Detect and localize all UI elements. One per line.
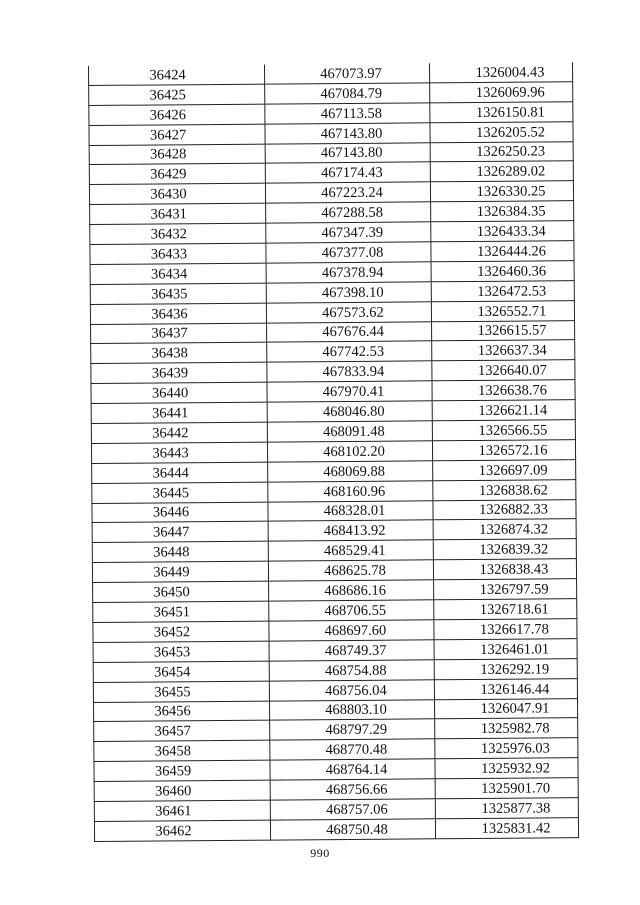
y-coordinate-cell: 1325932.92 (435, 758, 578, 779)
y-coordinate-cell: 1326882.33 (433, 499, 576, 520)
point-number-cell: 36427 (89, 124, 265, 145)
y-coordinate-cell: 1326047.91 (434, 698, 577, 719)
y-coordinate-cell: 1326433.34 (431, 221, 574, 242)
point-number-cell: 36436 (90, 303, 266, 324)
point-number-cell: 36462 (94, 820, 270, 841)
point-number-cell: 36444 (92, 462, 268, 483)
y-coordinate-cell: 1326330.25 (430, 181, 573, 202)
table-row (94, 818, 578, 842)
x-coordinate-cell: 468797.29 (270, 719, 435, 740)
x-coordinate-cell: 468757.06 (270, 799, 435, 820)
point-number-cell: 36433 (90, 243, 266, 264)
x-coordinate-cell: 468686.16 (269, 580, 434, 601)
point-number-cell: 36458 (94, 740, 270, 761)
y-coordinate-cell: 1326874.32 (433, 519, 576, 540)
point-number-cell: 36461 (94, 800, 270, 821)
x-coordinate-cell: 468091.48 (267, 421, 432, 442)
y-coordinate-cell: 1326638.76 (432, 380, 575, 401)
y-coordinate-cell: 1326150.81 (430, 101, 573, 122)
y-coordinate-cell: 1326444.26 (431, 241, 574, 262)
x-coordinate-cell: 468750.48 (270, 819, 435, 840)
x-coordinate-cell: 468625.78 (268, 560, 433, 581)
point-number-cell: 36448 (92, 541, 268, 562)
x-coordinate-cell: 468764.14 (270, 759, 435, 780)
y-coordinate-cell: 1326461.01 (434, 639, 577, 660)
x-coordinate-cell: 467970.41 (267, 381, 432, 402)
y-coordinate-cell: 1325901.70 (435, 778, 578, 799)
point-number-cell: 36455 (93, 681, 269, 702)
coordinate-table-body (88, 62, 578, 841)
x-coordinate-cell: 468756.66 (270, 779, 435, 800)
point-number-cell: 36431 (90, 203, 266, 224)
x-coordinate-cell: 468697.60 (269, 620, 434, 641)
coordinate-table (88, 62, 579, 842)
point-number-cell: 36460 (94, 780, 270, 801)
y-coordinate-cell: 1326839.32 (433, 539, 576, 560)
point-number-cell: 36454 (93, 661, 269, 682)
y-coordinate-cell: 1325982.78 (435, 718, 578, 739)
point-number-cell: 36440 (91, 382, 267, 403)
x-coordinate-cell: 467378.94 (266, 262, 431, 283)
x-coordinate-cell: 468770.48 (270, 739, 435, 760)
x-coordinate-cell: 468756.04 (269, 679, 434, 700)
point-number-cell: 36450 (93, 581, 269, 602)
y-coordinate-cell: 1326289.02 (430, 161, 573, 182)
point-number-cell: 36430 (89, 183, 265, 204)
x-coordinate-cell: 467398.10 (266, 282, 431, 303)
y-coordinate-cell: 1326838.62 (433, 479, 576, 500)
y-coordinate-cell: 1326552.71 (431, 300, 574, 321)
x-coordinate-cell: 468754.88 (269, 660, 434, 681)
y-coordinate-cell: 1326615.57 (432, 320, 575, 341)
point-number-cell: 36424 (88, 65, 264, 86)
y-coordinate-cell: 1326384.35 (431, 201, 574, 222)
y-coordinate-cell: 1326146.44 (434, 678, 577, 699)
y-coordinate-cell: 1326621.14 (432, 400, 575, 421)
x-coordinate-cell: 468529.41 (268, 540, 433, 561)
point-number-cell: 36453 (93, 641, 269, 662)
x-coordinate-cell: 468803.10 (269, 699, 434, 720)
point-number-cell: 36452 (93, 621, 269, 642)
x-coordinate-cell: 467143.80 (265, 122, 430, 143)
y-coordinate-cell: 1326004.43 (429, 62, 572, 83)
point-number-cell: 36441 (91, 402, 267, 423)
page-number: 990 (310, 846, 330, 860)
y-coordinate-cell: 1326617.78 (434, 619, 577, 640)
x-coordinate-cell: 467113.58 (265, 103, 430, 124)
y-coordinate-cell: 1326697.09 (433, 459, 576, 480)
point-number-cell: 36428 (89, 144, 265, 165)
y-coordinate-cell: 1325976.03 (435, 738, 578, 759)
y-coordinate-cell: 1326460.36 (431, 261, 574, 282)
point-number-cell: 36438 (91, 343, 267, 364)
y-coordinate-cell: 1326250.23 (430, 141, 573, 162)
y-coordinate-cell: 1326472.53 (431, 280, 574, 301)
point-number-cell: 36457 (94, 720, 270, 741)
x-coordinate-cell: 468749.37 (269, 640, 434, 661)
x-coordinate-cell: 468328.01 (268, 500, 433, 521)
x-coordinate-cell: 467377.08 (266, 242, 431, 263)
x-coordinate-cell: 467223.24 (265, 182, 430, 203)
y-coordinate-cell: 1326718.61 (434, 599, 577, 620)
point-number-cell: 36451 (93, 601, 269, 622)
point-number-cell: 36446 (92, 502, 268, 523)
point-number-cell: 36435 (90, 283, 266, 304)
x-coordinate-cell: 467676.44 (267, 321, 432, 342)
point-number-cell: 36445 (92, 482, 268, 503)
x-coordinate-cell: 468706.55 (269, 600, 434, 621)
x-coordinate-cell: 468160.96 (268, 481, 433, 502)
y-coordinate-cell: 1325877.38 (435, 798, 578, 819)
x-coordinate-cell: 468046.80 (267, 401, 432, 422)
x-coordinate-cell: 467073.97 (264, 63, 429, 84)
point-number-cell: 36426 (89, 104, 265, 125)
point-number-cell: 36449 (92, 561, 268, 582)
point-number-cell: 36437 (91, 323, 267, 344)
x-coordinate-cell: 467833.94 (267, 361, 432, 382)
y-coordinate-cell: 1326292.19 (434, 658, 577, 679)
point-number-cell: 36429 (89, 164, 265, 185)
point-number-cell: 36443 (91, 442, 267, 463)
point-number-cell: 36442 (91, 422, 267, 443)
x-coordinate-cell: 467084.79 (265, 83, 430, 104)
point-number-cell: 36447 (92, 522, 268, 543)
x-coordinate-cell: 468069.88 (268, 461, 433, 482)
point-number-cell: 36459 (94, 760, 270, 781)
y-coordinate-cell: 1325831.42 (435, 818, 578, 839)
x-coordinate-cell: 467742.53 (267, 341, 432, 362)
y-coordinate-cell: 1326572.16 (432, 440, 575, 461)
x-coordinate-cell: 467573.62 (266, 301, 431, 322)
y-coordinate-cell: 1326640.07 (432, 360, 575, 381)
point-number-cell: 36439 (91, 362, 267, 383)
point-number-cell: 36434 (90, 263, 266, 284)
x-coordinate-cell: 467347.39 (266, 222, 431, 243)
point-number-cell: 36456 (93, 701, 269, 722)
y-coordinate-cell: 1326838.43 (433, 559, 576, 580)
y-coordinate-cell: 1326637.34 (432, 340, 575, 361)
point-number-cell: 36432 (90, 223, 266, 244)
y-coordinate-cell: 1326205.52 (430, 121, 573, 142)
x-coordinate-cell: 467143.80 (265, 142, 430, 163)
y-coordinate-cell: 1326566.55 (432, 420, 575, 441)
x-coordinate-cell: 467288.58 (266, 202, 431, 223)
y-coordinate-cell: 1326069.96 (430, 82, 573, 103)
x-coordinate-cell: 467174.43 (265, 162, 430, 183)
y-coordinate-cell: 1326797.59 (434, 579, 577, 600)
x-coordinate-cell: 468102.20 (267, 441, 432, 462)
point-number-cell: 36425 (89, 84, 265, 105)
x-coordinate-cell: 468413.92 (268, 520, 433, 541)
